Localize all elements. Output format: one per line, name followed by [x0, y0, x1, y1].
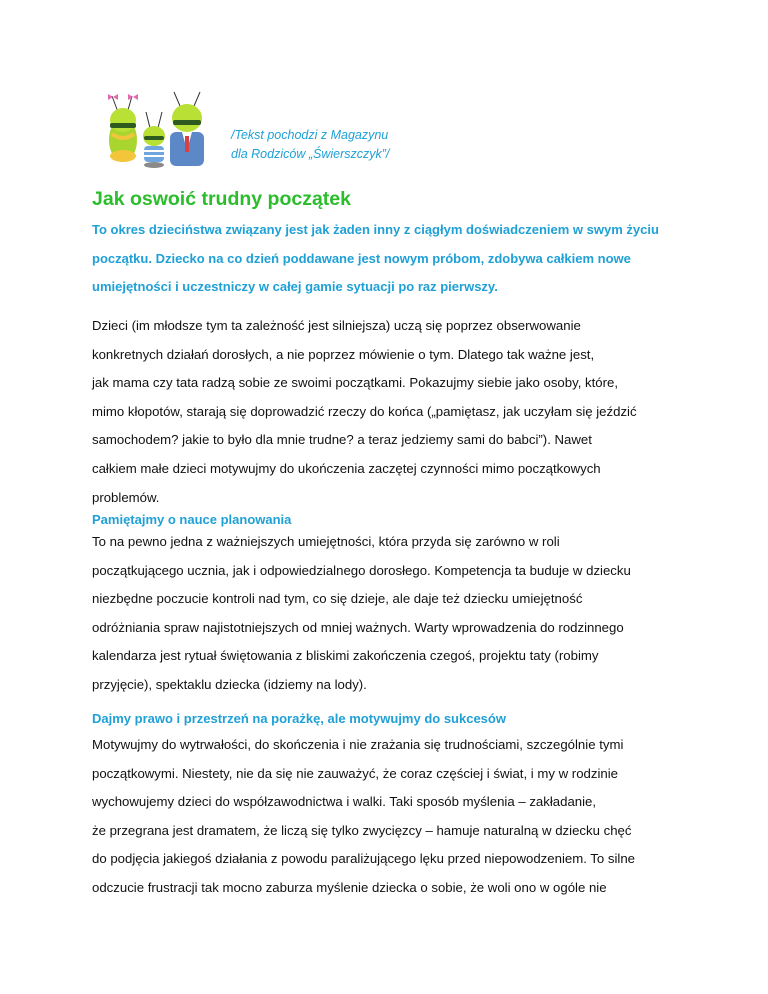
paragraph-line: odróżniania spraw najistotniejszych od mniej ważnych. Warty wprowadzenia do rodzinnego: [92, 619, 624, 635]
lead-line: początku. Dziecko na co dzień poddawane jest nowym próbom, zdobywa całkiem nowe: [92, 250, 631, 266]
lead-line: To okres dzieciństwa związany jest jak żaden inny z ciągłym doświadczeniem w swym życiu: [92, 222, 659, 237]
section-heading-planning: Pamiętajmy o nauce planowania: [92, 512, 292, 527]
paragraph-line: przyjęcie), spektaklu dziecka (idziemy na lody).: [92, 676, 367, 692]
paragraph-line: kalendarza jest rytuał świętowania z bliskimi zakończenia czegoś, projektu taty (robimy: [92, 648, 599, 664]
paragraph-line: jak mama czy tata radzą sobie ze swoimi początkami. Pokazujmy siebie jako osoby, które,: [92, 375, 619, 391]
paragraph-line: mimo kłopotów, starają się doprowadzić rzeczy do końca („pamiętasz, jak uczyłam się jeździć: [92, 403, 637, 419]
paragraph-line: początkującego ucznia, jak i odpowiedzialnego dorosłego. Kompetencja ta buduje w dziecku: [92, 562, 631, 578]
paragraph-line: Motywujmy do wytrwałości, do skończenia i nie zrażania się trudnościami, szczególnie tymi: [92, 737, 624, 752]
source-note-line-1: /Tekst pochodzi z Magazynu: [231, 128, 389, 142]
paragraph-line: samochodem? jakie to było dla mnie trudne? a teraz jedziemy sami do babci”). Nawet: [92, 432, 592, 448]
paragraph-line: problemów.: [92, 489, 160, 505]
article-title: Jak oswoić trudny początek: [92, 188, 351, 210]
body-paragraph-failure: [92, 731, 692, 903]
source-note-line-2: dla Rodziców „Świerszczyk”/: [231, 147, 390, 161]
lead-paragraph: [92, 216, 692, 302]
source-note: [231, 126, 389, 164]
paragraph-line: że przegrana jest dramatem, że liczą się tylko zwycięzcy – hamuje naturalną w dziecku chęć: [92, 822, 632, 838]
paragraph-line: odczucie frustracji tak mocno zaburza myślenie dziecka o sobie, że woli ono w ogóle nie: [92, 879, 607, 895]
document-header: [104, 90, 424, 170]
paragraph-line: do podjęcia jakiegoś działania z powodu paraliżującego lęku przed niepowodzeniem. To silne: [92, 851, 635, 867]
section-heading-failure: Dajmy prawo i przestrzeń na porażkę, ale motywujmy do sukcesów: [92, 711, 506, 726]
body-paragraph-planning: [92, 528, 692, 700]
paragraph-line: całkiem małe dzieci motywujmy do ukończenia zaczętej czynności mimo początkowych: [92, 460, 601, 476]
lead-line: umiejętności i uczestniczy w całej gamie sytuacji po raz pierwszy.: [92, 279, 498, 295]
paragraph-line: niezbędne poczucie kontroli nad tym, co się dzieje, ale daje też dziecku umiejętność: [92, 591, 583, 607]
paragraph-line: wychowujemy dzieci do współzawodnictwa i walki. Taki sposób myślenia – zakładanie,: [92, 794, 597, 810]
paragraph-line: Dzieci (im młodsze tym ta zależność jest silniejsza) uczą się poprzez obserwowanie: [92, 318, 581, 333]
body-paragraph-1: [92, 312, 692, 512]
crickets-family-illustration-icon: [104, 90, 222, 168]
paragraph-line: konkretnych działań dorosłych, a nie poprzez mówienie o tym. Dlatego tak ważne jest,: [92, 346, 595, 362]
paragraph-line: początkowymi. Niestety, nie da się nie zauważyć, że coraz częściej i świat, i my w rodzinie: [92, 765, 618, 781]
paragraph-line: To na pewno jedna z ważniejszych umiejętności, która przyda się zarówno w roli: [92, 534, 560, 549]
